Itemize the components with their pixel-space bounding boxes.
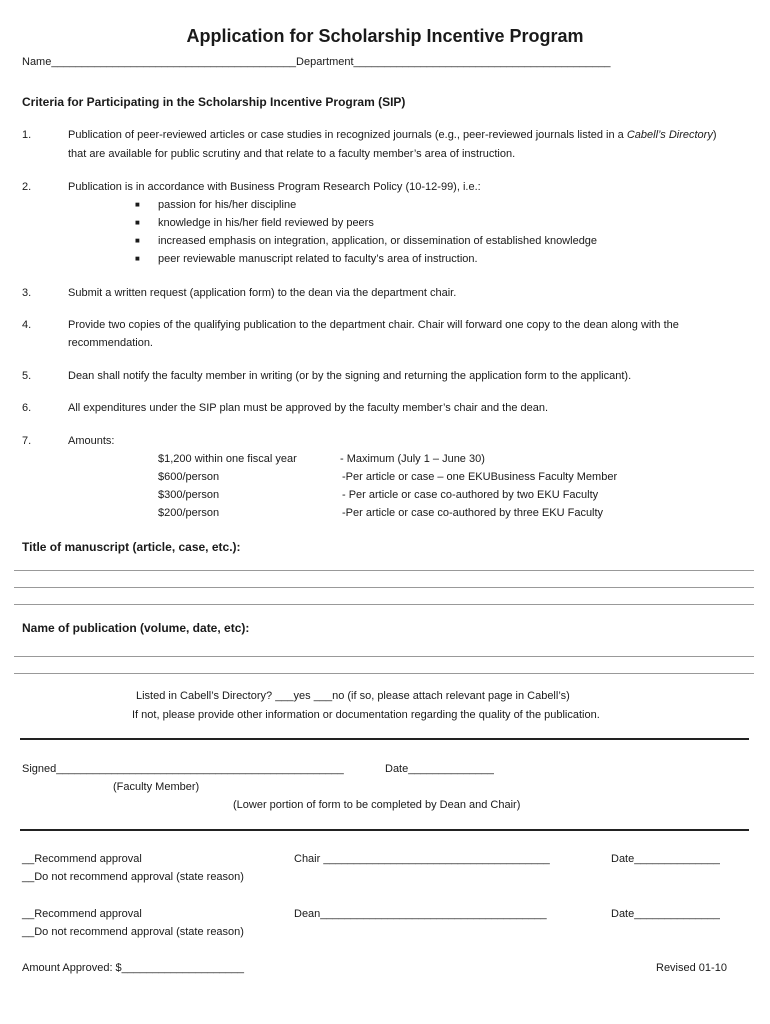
amount-description: -Per article or case – one EKUBusiness Faculty Member <box>342 471 618 483</box>
dean-date-field[interactable]: Date______________ <box>611 908 720 920</box>
item-number: 3. <box>22 287 32 299</box>
publication-heading: Name of publication (volume, date, etc): <box>22 621 250 635</box>
faculty-member-label: (Faculty Member) <box>113 781 200 793</box>
dean-not-recommend[interactable]: __Do not recommend approval (state reason) <box>22 926 244 938</box>
item-text: Amounts: <box>68 435 115 447</box>
item-number: 1. <box>22 129 32 141</box>
item-number: 2. <box>22 181 32 193</box>
bullet-text: passion for his/her discipline <box>158 199 297 211</box>
page-title: Application for Scholarship Incentive Program <box>186 26 584 46</box>
publication-line[interactable] <box>14 673 754 674</box>
dean-signature-field[interactable]: Dean_____________________________________ <box>294 908 547 920</box>
lower-portion-note: (Lower portion of form to be completed by Dean and Chair) <box>233 799 521 811</box>
item-text: recommendation. <box>68 337 153 349</box>
item-text: Submit a written request (application form) to the dean via the department chair. <box>68 287 457 299</box>
manuscript-heading: Title of manuscript (article, case, etc.): <box>22 540 241 554</box>
bullet-icon: ■ <box>135 218 140 227</box>
bullet-text: increased emphasis on integration, application, or dissemination of established knowledge <box>158 235 598 247</box>
item-number: 6. <box>22 402 32 414</box>
name-department-line[interactable]: Name________________________________________Department__________________________________________ <box>22 56 611 68</box>
chair-signature-field[interactable]: Chair _____________________________________ <box>294 853 550 865</box>
item-text: All expenditures under the SIP plan must be approved by the faculty member’s chair and the dean. <box>68 402 549 414</box>
item-number: 4. <box>22 319 32 331</box>
cabell-directory-note: If not, please provide other information or documentation regarding the quality of the publication. <box>132 709 600 721</box>
section-divider <box>20 829 749 831</box>
item-number: 5. <box>22 370 32 382</box>
signed-field[interactable]: Signed_______________________________________________ <box>22 763 344 775</box>
manuscript-line[interactable] <box>14 570 754 571</box>
item-text: that are available for public scrutiny and that relate to a faculty member’s area of instruction. <box>68 148 516 160</box>
amount-description: - Maximum (July 1 – June 30) <box>340 453 485 465</box>
bullet-icon: ■ <box>135 200 140 209</box>
chair-date-field[interactable]: Date______________ <box>611 853 720 865</box>
item-text: Provide two copies of the qualifying publication to the department chair. Chair will forward one copy to the dean along with the <box>68 319 679 331</box>
dean-recommend-approval[interactable]: __Recommend approval <box>22 908 142 920</box>
amount-description: -Per article or case co-authored by three EKU Faculty <box>342 507 604 519</box>
amount-value: $300/person <box>158 489 220 501</box>
item-text: Dean shall notify the faculty member in writing (or by the signing and returning the application form to the applicant). <box>68 370 632 382</box>
publication-line[interactable] <box>14 656 754 657</box>
chair-not-recommend[interactable]: __Do not recommend approval (state reason) <box>22 871 244 883</box>
manuscript-line[interactable] <box>14 604 754 605</box>
amount-approved-field[interactable]: Amount Approved: $____________________ <box>22 962 245 974</box>
bullet-icon: ■ <box>135 236 140 245</box>
amount-value: $1,200 within one fiscal year <box>158 453 297 465</box>
item-text: Publication is in accordance with Business Program Research Policy (10-12-99), i.e.: <box>68 181 481 193</box>
item-number: 7. <box>22 435 32 447</box>
revision-label: Revised 01-10 <box>656 962 727 974</box>
cabell-directory-question[interactable]: Listed in Cabell’s Directory? ___yes ___no (if so, please attach relevant page in Cabell’s) <box>136 690 570 702</box>
bullet-icon: ■ <box>135 254 140 263</box>
section-divider <box>20 738 749 740</box>
bullet-text: peer reviewable manuscript related to faculty’s area of instruction. <box>158 253 478 265</box>
amount-value: $600/person <box>158 471 220 483</box>
item-text: Publication of peer-reviewed articles or case studies in recognized journals (e.g., peer-reviewed journals listed in a Cabell’s Directory) <box>68 129 717 141</box>
manuscript-line[interactable] <box>14 587 754 588</box>
chair-recommend-approval[interactable]: __Recommend approval <box>22 853 142 865</box>
signed-date-field[interactable]: Date______________ <box>385 763 494 775</box>
amount-description: - Per article or case co-authored by two EKU Faculty <box>342 489 599 501</box>
amount-value: $200/person <box>158 507 220 519</box>
criteria-heading: Criteria for Participating in the Scholarship Incentive Program (SIP) <box>22 95 406 109</box>
bullet-text: knowledge in his/her field reviewed by peers <box>158 217 374 229</box>
